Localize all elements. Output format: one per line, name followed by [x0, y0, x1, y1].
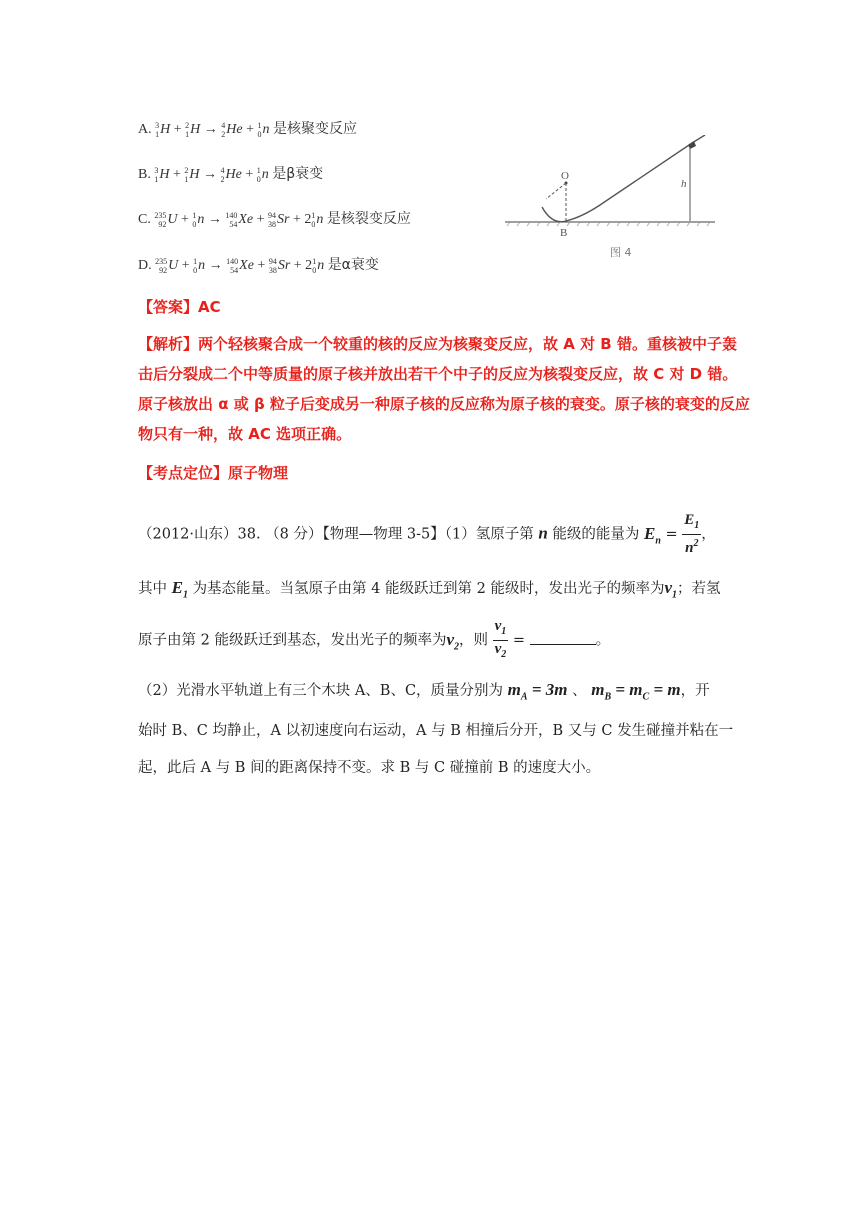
option-letter: B. [138, 167, 151, 182]
option-a: A. 3 1 H + 2 1 H → 4 2 He + 1 0 n 是核聚变反应 [138, 120, 358, 139]
option-c: C. 235 92 U + 1 0 n → 140 54 Xe + 94 38 Sr + 2 1 0 n 是核裂变反应 [138, 210, 411, 229]
answer-text: AC [198, 298, 221, 316]
eq-index: 3 1 [155, 120, 160, 139]
eq-index: 94 38 [268, 210, 277, 229]
eq-index: 140 54 [225, 210, 238, 229]
kaodian-line [138, 462, 748, 483]
eq-index: 1 0 [312, 256, 317, 275]
option-text: 是α衰变 [327, 257, 379, 273]
kaodian-text: 原子物理 [228, 464, 289, 482]
figure-caption: 图 4 [610, 246, 632, 259]
option-d: D. 235 92 U + 1 0 n → 140 54 Xe + 94 38 Sr + 2 1 0 n 是α衰变 [138, 256, 379, 275]
var-nu2: $\nu_2$ [446, 629, 459, 652]
track-curve [542, 143, 692, 222]
label-b: B [560, 227, 568, 239]
option-text: 是β衰变 [272, 166, 324, 182]
eq-index: 235 92 [155, 256, 168, 275]
eq-index: 4 2 [221, 120, 226, 139]
label-h: h [681, 178, 687, 190]
question-line-3: 原子由第 2 能级跃迁到基态，发出光子的频率为$\nu_2$，则 $\frac{\nu_1}{\nu_2}$ = 。 [138, 618, 738, 663]
analysis-line: 物只有一种，故 AC 选项正确。 [138, 425, 352, 443]
mass-a: $m_A = 3m$ [507, 680, 568, 703]
eq-index: 1 0 [257, 120, 262, 139]
eq-index: 235 92 [154, 210, 167, 229]
part2-line-1 [138, 679, 738, 702]
analysis-line: 原子核放出 α 或 β 粒子后变成另一种原子核的反应称为原子核的衰变。原子核的衰变的反应 [138, 395, 750, 413]
kaodian-label: 【考点定位】 [138, 464, 229, 482]
formula-fraction: $\frac{E_1}{n^2}$ [684, 512, 700, 556]
var-e1: $E_1$ [171, 578, 188, 601]
var-nu1: $\nu_1$ [664, 578, 677, 601]
eq-index: 1 0 [193, 256, 198, 275]
figure-4 [500, 135, 725, 265]
option-b: B. 3 1 H + 2 1 H → 4 2 He + 1 0 n 是β衰变 [138, 165, 324, 184]
var-en: $E_n$ [644, 523, 661, 546]
question-text: 其中 [138, 581, 167, 597]
analysis-block [138, 329, 748, 449]
question-text: （2）光滑水平轨道上有三个木块 A、B、C，质量分别为 [138, 683, 504, 699]
eq-index: 1 0 [192, 210, 197, 229]
question-text: 能级的能量为 [552, 526, 640, 543]
eq-index: 3 1 [154, 165, 159, 184]
analysis-line: 击后分裂成二个中等质量的原子核并放出若干个中子的反应为核裂变反应，故 C 对 D 错。 [138, 365, 738, 383]
eq-index: 2 1 [184, 165, 189, 184]
question-text: ，开 [680, 683, 710, 699]
option-letter: C. [138, 212, 151, 227]
answer-blank[interactable] [530, 630, 596, 645]
ratio-fraction: $\frac{\nu_1}{\nu_2}$ [494, 618, 507, 660]
part2-line-3: 起，此后 A 与 B 间的距离保持不变。求 B 与 C 碰撞前 B 的速度大小。 [138, 760, 601, 776]
label-o: O [561, 170, 569, 182]
answer-line [138, 296, 748, 317]
question-text: 。 [595, 632, 611, 649]
var-n: n [538, 523, 548, 543]
question-text: ；若氢 [677, 581, 721, 597]
eq-index: 94 38 [268, 256, 277, 275]
analysis-label: 【解析】 [138, 335, 199, 353]
option-letter: A. [138, 122, 152, 137]
question-text: 为基态能量。当氢原子由第 4 能级跃迁到第 2 能级时，发出光子的频率为 [192, 581, 665, 597]
question-line-2 [138, 577, 738, 600]
radius-slanted [546, 183, 566, 199]
analysis-text: 两个轻核聚合成一个较重的核的反应为核聚变反应，故 A 对 B 错。重核被中子轰 [198, 335, 737, 353]
question-text: 、 [572, 683, 587, 699]
option-text: 是核裂变反应 [326, 211, 411, 227]
eq-index: 1 0 [311, 210, 316, 229]
eq-index: 4 2 [220, 165, 225, 184]
mass-bc: $m_B = m_C = m$ [591, 680, 681, 703]
answer-label: 【答案】 [138, 298, 199, 316]
question-text: 原子由第 2 能级跃迁到基态，发出光子的频率为 [138, 632, 447, 649]
eq-index: 2 1 [185, 120, 190, 139]
eq-index: 1 0 [256, 165, 261, 184]
ground-hatch [507, 222, 710, 226]
question-line-1: （2012·山东）38. （8 分）【物理—物理 3-5】（1）氢原子第 n 能级的能量为 $E_n$ = $\frac{E_1}{n^2}$ ， [138, 512, 716, 556]
question-text: （2012·山东）38. （8 分）【物理—物理 3-5】（1）氢原子第 [138, 526, 534, 543]
eq-index: 140 54 [226, 256, 239, 275]
option-letter: D. [138, 258, 152, 273]
analysis-line [138, 329, 748, 359]
question-text: ，则 [459, 632, 488, 649]
option-text: 是核聚变反应 [273, 121, 358, 137]
part2-line-2: 始时 B、C 均静止，A 以初速度向右运动，A 与 B 相撞后分开，B 又与 C 发生碰撞并粘在一 [138, 723, 734, 739]
